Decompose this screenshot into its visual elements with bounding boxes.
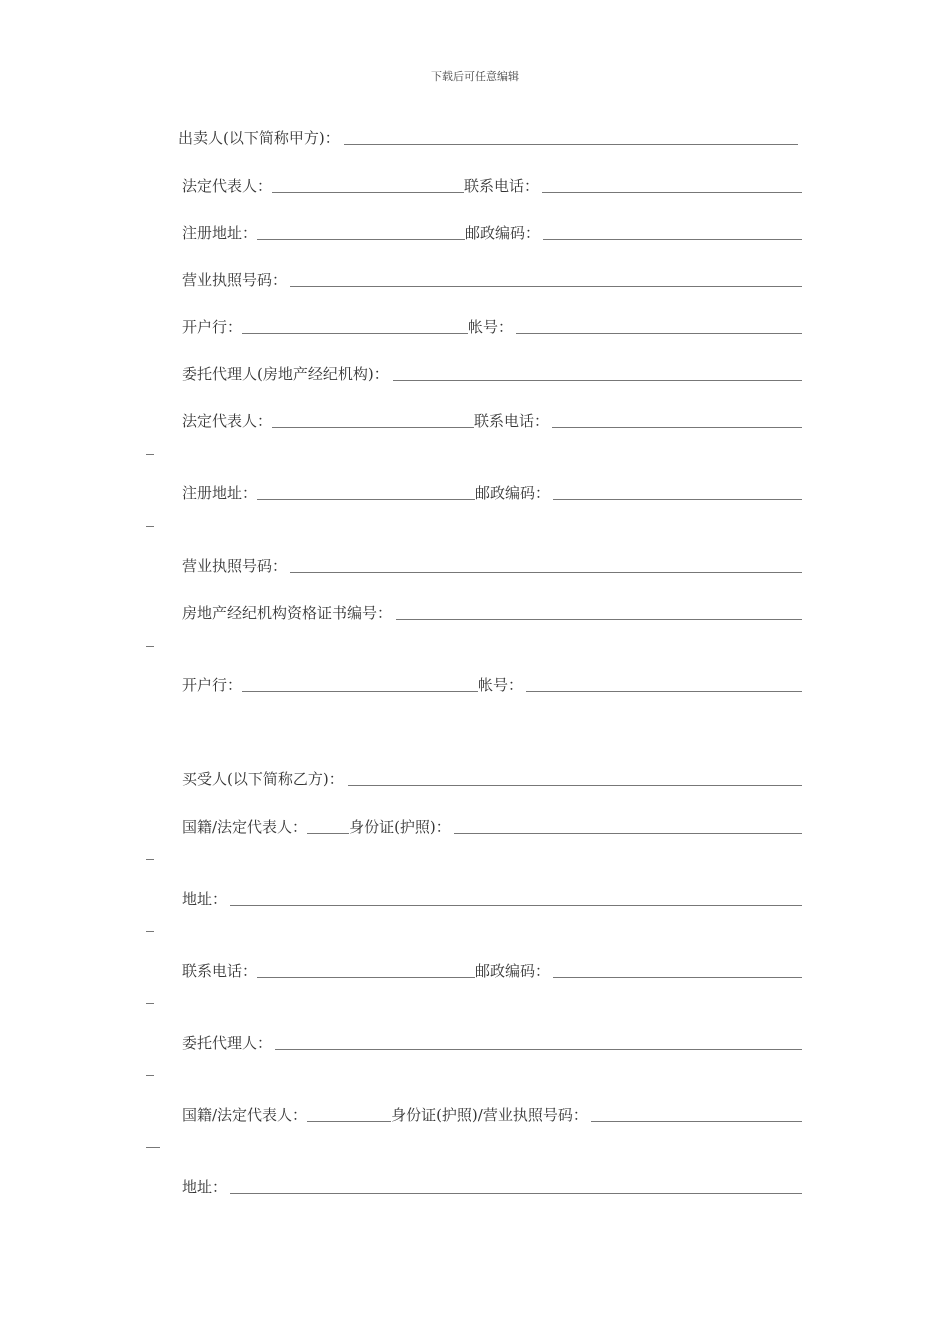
buyer-agent-id-label: 身份证(护照)/营业执照号码： [391,1106,588,1124]
agent-name-field[interactable] [393,379,802,381]
page-header: 下载后可任意编辑 [431,70,519,83]
buyer-phone-label: 联系电话： [182,962,258,980]
seller-legal-rep-label: 法定代表人： [182,177,273,195]
buyer-agent-nationality-field[interactable] [307,1120,391,1122]
seller-bank-label: 开户行： [182,318,243,336]
buyer-nationality-label: 国籍/法定代表人： [182,818,308,836]
seller-address-row [182,223,802,243]
buyer-postcode-field[interactable] [553,976,802,978]
agent-license-field[interactable] [290,571,802,573]
agent-address-row [182,483,802,503]
buyer-agent-row [182,1033,802,1053]
agent-bank-field[interactable] [242,690,478,692]
agent-cert-field[interactable] [396,618,802,620]
agent-legal-rep-field[interactable] [272,426,474,428]
agent-postcode-label: 邮政编码： [475,484,551,502]
margin-dash [146,1003,154,1004]
buyer-id-label: 身份证(护照)： [349,818,451,836]
seller-license-row [182,270,802,290]
agent-cert-label: 房地产经纪机构资格证书编号： [182,604,393,622]
seller-license-field[interactable] [290,285,802,287]
seller-name-field[interactable] [344,143,798,145]
buyer-name-field[interactable] [348,784,802,786]
agent-row [182,364,802,384]
seller-reg-address-field[interactable] [257,238,465,240]
seller-account-label: 帐号： [468,318,514,336]
buyer-row [182,769,802,789]
margin-dash [146,454,154,455]
buyer-nationality-row [182,817,802,837]
buyer-label: 买受人(以下简称乙方)： [182,770,344,788]
agent-license-row [182,556,802,576]
margin-dash [146,1147,160,1148]
agent-account-field[interactable] [526,690,802,692]
agent-bank-label: 开户行： [182,676,243,694]
buyer-agent-address-label: 地址： [182,1178,228,1196]
buyer-agent-nationality-row [182,1105,802,1125]
buyer-agent-address-row [182,1177,802,1197]
agent-postcode-field[interactable] [553,498,802,500]
buyer-id-field[interactable] [454,832,802,834]
buyer-agent-nationality-label: 国籍/法定代表人： [182,1106,308,1124]
buyer-postcode-label: 邮政编码： [475,962,551,980]
agent-bank-row [182,675,802,695]
agent-legal-rep-label: 法定代表人： [182,412,273,430]
buyer-address-field[interactable] [230,904,802,906]
seller-row [178,128,798,148]
seller-legal-rep-field[interactable] [272,191,464,193]
seller-phone-field[interactable] [542,191,802,193]
buyer-address-row [182,889,802,909]
agent-cert-row [182,603,802,623]
buyer-agent-label: 委托代理人： [182,1034,273,1052]
seller-postcode-field[interactable] [543,238,802,240]
seller-reg-address-label: 注册地址： [182,224,258,242]
agent-account-label: 帐号： [478,676,524,694]
seller-license-label: 营业执照号码： [182,271,288,289]
seller-label: 出卖人(以下简称甲方)： [178,129,340,147]
margin-dash [146,1075,154,1076]
agent-phone-field[interactable] [552,426,802,428]
agent-reg-address-field[interactable] [257,498,475,500]
margin-dash [146,646,154,647]
margin-dash [146,931,154,932]
seller-bank-row [182,317,802,337]
buyer-phone-field[interactable] [257,976,475,978]
seller-phone-label: 联系电话： [464,177,540,195]
margin-dash [146,526,154,527]
agent-phone-label: 联系电话： [474,412,550,430]
agent-label: 委托代理人(房地产经纪机构)： [182,365,389,383]
buyer-agent-address-field[interactable] [230,1192,802,1194]
margin-dash [146,859,154,860]
agent-license-label: 营业执照号码： [182,557,288,575]
agent-reg-address-label: 注册地址： [182,484,258,502]
buyer-nationality-field[interactable] [307,832,349,834]
seller-postcode-label: 邮政编码： [465,224,541,242]
agent-legal-rep-row [182,411,802,431]
seller-account-field[interactable] [516,332,802,334]
buyer-agent-field[interactable] [275,1048,802,1050]
seller-bank-field[interactable] [242,332,468,334]
buyer-agent-id-field[interactable] [591,1120,802,1122]
buyer-phone-row [182,961,802,981]
buyer-address-label: 地址： [182,890,228,908]
seller-legal-rep-row [182,176,802,196]
